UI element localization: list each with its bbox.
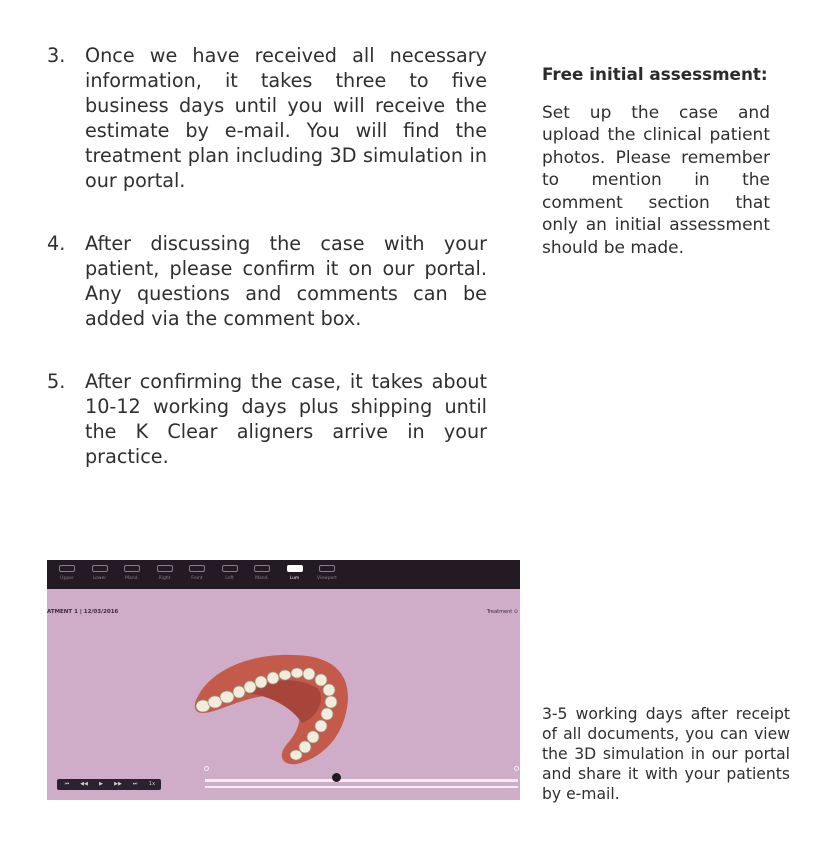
player-button[interactable]: ⏮ [64, 781, 70, 787]
sidebar-body: Set up the case and upload the clinical patient photos. Please remember to mention in the comment section that only an initial assessment should be made. [542, 102, 770, 258]
sidebar-heading: Free initial assessment: [542, 64, 768, 84]
toolbar-button-label: Right [158, 576, 171, 581]
player-button[interactable]: ⏭ [132, 781, 138, 787]
toolbar-button-label: Front [191, 576, 203, 581]
step-number: 3. [47, 44, 66, 67]
treatment-header: ATMENT 1 | 12/03/2016 [47, 609, 119, 615]
toolbar-button-label: Lum [289, 576, 300, 581]
treatment-selector[interactable]: Treatment ⊙ [486, 609, 518, 615]
step-text: After discussing the case with your patient, please confirm it on our portal. Any questions and comments can be added via the comment box. [85, 232, 487, 330]
sidebar [542, 63, 770, 259]
playback-controls [57, 779, 161, 790]
toolbar-button[interactable] [118, 563, 146, 587]
step-number: 4. [47, 232, 66, 255]
portal-screenshot [47, 560, 520, 800]
toolbar-button[interactable] [86, 563, 114, 587]
front-view-icon [189, 565, 205, 572]
toolbar-button-label: Lower [92, 576, 107, 581]
mandible-icon [254, 565, 270, 572]
teeth-icon [287, 565, 303, 572]
arch-outline-icon [124, 565, 140, 572]
lower-arch-icon [92, 565, 108, 572]
toolbar-button[interactable] [281, 563, 309, 587]
timeline-track-secondary [205, 786, 518, 788]
step-text: Once we have received all necessary information, it takes three to five business days until you will receive the estimate by e-mail. You will find the treatment plan including 3D simulation in our portal. [85, 44, 487, 192]
step-text: After confirming the case, it takes about 10-12 working days plus shipping until the K Clear aligners arrive in your practice. [85, 370, 487, 468]
player-button[interactable]: ▶ [99, 781, 103, 787]
upper-arch-icon [59, 565, 75, 572]
toolbar-button[interactable] [151, 563, 179, 587]
step-4 [47, 231, 487, 331]
timeline-start-marker [204, 766, 209, 771]
toolbar-button-label: Mand. [255, 576, 269, 581]
viewer-toolbar [47, 560, 520, 589]
grid-icon [319, 565, 335, 572]
screenshot-caption: 3-5 working days after receipt of all documents, you can view the 3D simulation in our portal and share it with your patients by e-mail. [542, 705, 790, 803]
player-button[interactable]: ▶▶ [114, 781, 122, 787]
left-view-icon [222, 565, 238, 572]
player-button[interactable]: ◀◀ [80, 781, 88, 787]
toolbar-button-label: Viewport [317, 576, 337, 581]
timeline-end-marker [514, 766, 519, 771]
toolbar-button-label: Mand. [125, 576, 139, 581]
toolbar-button[interactable] [53, 563, 81, 587]
toolbar-button[interactable] [248, 563, 276, 587]
timeline-track[interactable] [205, 779, 518, 782]
step-5 [47, 369, 487, 469]
toolbar-button[interactable] [183, 563, 211, 587]
step-number: 5. [47, 370, 66, 393]
right-view-icon [157, 565, 173, 572]
toolbar-button-label: Left [225, 576, 234, 581]
toolbar-button[interactable] [313, 563, 341, 587]
toolbar-button[interactable] [216, 563, 244, 587]
step-3 [47, 43, 487, 193]
player-button[interactable]: 1x [148, 781, 156, 787]
toolbar-button-label: Upper [60, 576, 74, 581]
3d-jaw-model[interactable] [187, 648, 357, 768]
